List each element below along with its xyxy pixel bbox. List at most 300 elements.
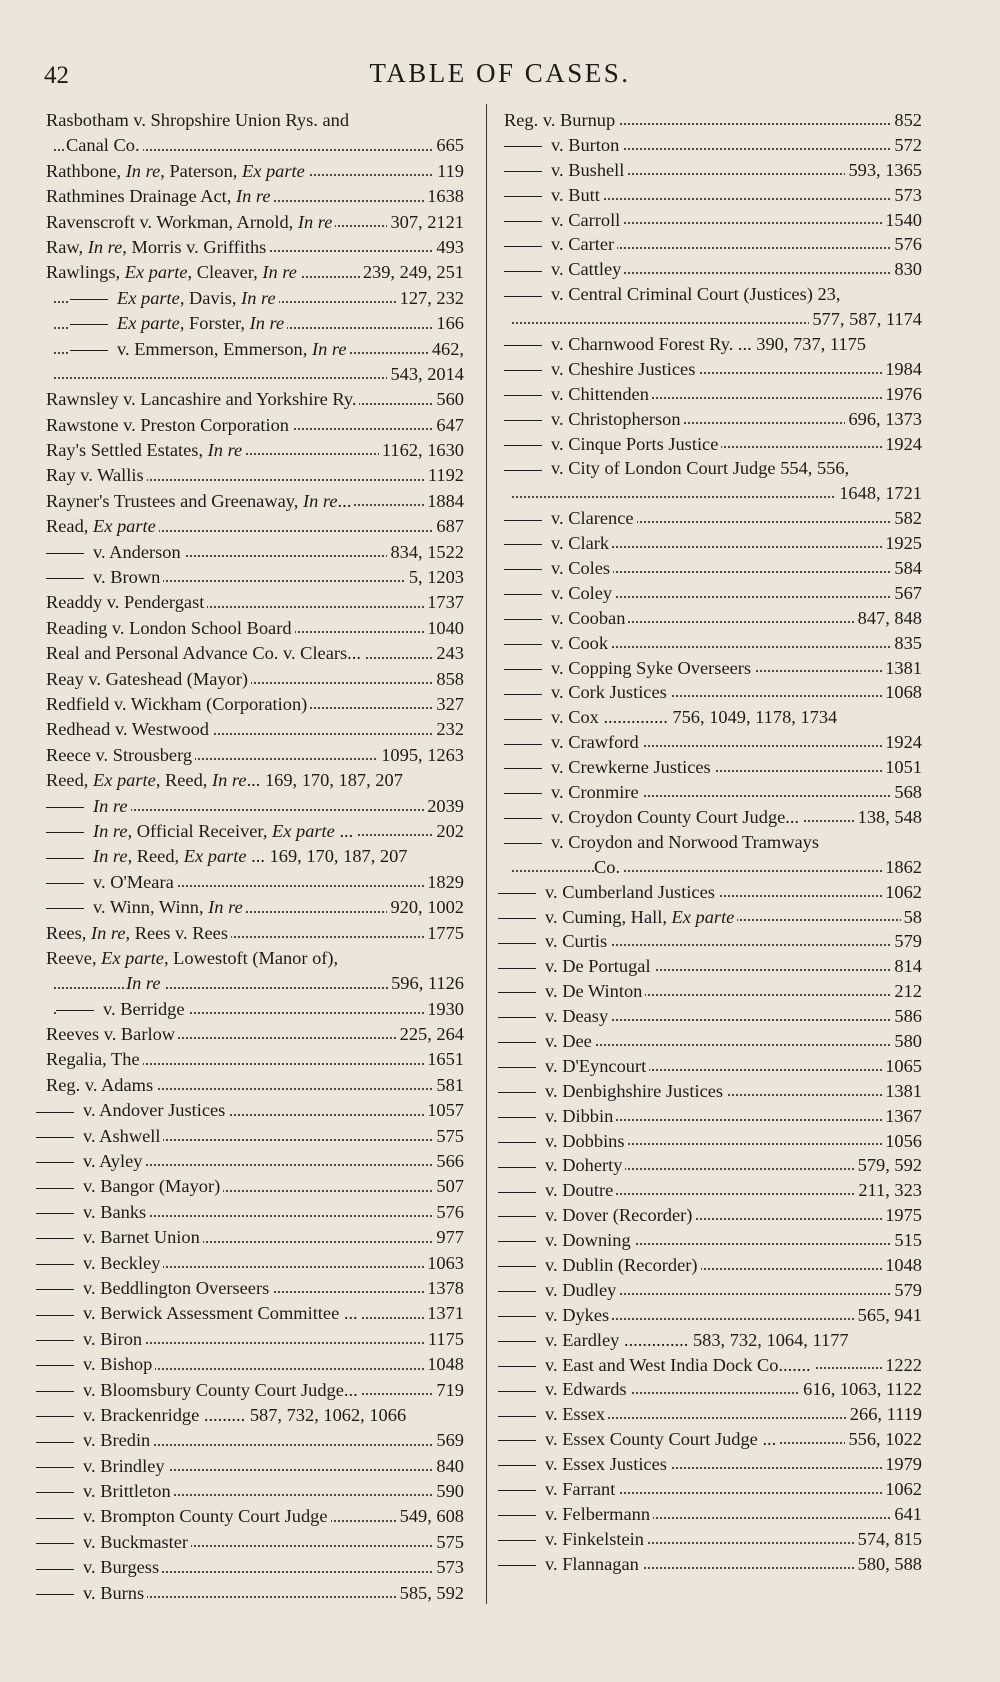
page-references: 493 (433, 235, 464, 260)
case-entry (46, 1073, 464, 1098)
case-entry (504, 1079, 922, 1104)
page-references: 586 (891, 1004, 922, 1029)
ditto-dash (70, 350, 108, 351)
case-entry (504, 183, 922, 208)
page-references: 2039 (424, 794, 464, 819)
case-entry (504, 631, 922, 656)
page-references: 834, 1522 (387, 540, 464, 565)
case-entry (504, 1377, 922, 1402)
case-name: v. O'Meara (46, 870, 177, 895)
case-name: v. Croydon and Norwood Tramways (504, 830, 822, 855)
case-name: Co. (594, 855, 623, 880)
page-references: 1051 (882, 755, 922, 780)
page-references: 138, 548 (855, 805, 922, 830)
case-name: Read, Ex parte (46, 514, 159, 539)
case-name: v. Andover Justices (36, 1098, 228, 1123)
case-name: v. City of London Court Judge 554, 556, (504, 456, 852, 481)
page-references: 575 (433, 1124, 464, 1149)
page-references: 647 (433, 413, 464, 438)
case-entry (504, 531, 922, 556)
ditto-dash (36, 1416, 74, 1417)
ditto-dash (498, 1241, 536, 1242)
page-references: 1984 (882, 357, 922, 382)
case-name: Reay v. Gateshead (Mayor) (46, 667, 251, 692)
case-name: Rawlings, Ex parte, Cleaver, In re (46, 260, 300, 285)
page-references: 696, 1373 (845, 407, 922, 432)
case-entry (46, 768, 464, 793)
page-references: 568 (891, 780, 922, 805)
case-name: In re (126, 971, 164, 996)
ditto-dash (36, 1188, 74, 1189)
case-name: v. Burgess (36, 1555, 162, 1580)
running-title: TABLE OF CASES. (369, 58, 631, 88)
ditto-dash (498, 943, 536, 944)
right-column (504, 108, 922, 1577)
case-entry (46, 159, 464, 184)
page-header (0, 56, 1000, 96)
ditto-dash (498, 1067, 536, 1068)
case-entry (46, 794, 464, 819)
case-name: v. Dobbins (498, 1129, 628, 1154)
case-entry (504, 407, 922, 432)
case-entry (46, 463, 464, 488)
case-name: In re, Official Receiver, Ex parte ... (46, 819, 356, 844)
case-name: v. Biron (36, 1327, 145, 1352)
case-entry (46, 1530, 464, 1555)
case-entry (504, 481, 922, 506)
case-entry (46, 1403, 464, 1428)
case-name: v. Dublin (Recorder) (498, 1253, 701, 1278)
ditto-dash (498, 1465, 536, 1466)
case-name: In re, Reed, Ex parte ... 169, 170, 187, 207 (46, 844, 411, 869)
page-references: 507 (433, 1174, 464, 1199)
case-name: v. Cumberland Justices (498, 880, 718, 905)
page-references: 1884 (424, 489, 464, 514)
case-name: v. Coles (504, 556, 613, 581)
case-entry (504, 1328, 922, 1353)
case-name: v. De Portugal (498, 954, 654, 979)
page-references: 573 (891, 183, 922, 208)
case-name: v. Flannagan (498, 1552, 642, 1577)
case-entry (46, 1327, 464, 1352)
case-entry (46, 1581, 464, 1606)
page-references: 1979 (882, 1452, 922, 1477)
page-references: 1063 (424, 1251, 464, 1276)
case-name: v. Ayley (36, 1149, 145, 1174)
case-entry (504, 880, 922, 905)
case-name: v. Edwards (498, 1377, 630, 1402)
page-references: 1068 (882, 680, 922, 705)
page-references: 566 (433, 1149, 464, 1174)
case-entry (46, 1022, 464, 1047)
case-entry (46, 819, 464, 844)
page-references: 580, 588 (855, 1552, 922, 1577)
ditto-dash (498, 1416, 536, 1417)
case-name: v. Clark (504, 531, 612, 556)
page-references: 202 (433, 819, 464, 844)
case-entry (46, 1301, 464, 1326)
page-references: 543, 2014 (387, 362, 464, 387)
case-entry (504, 1004, 922, 1029)
ditto-dash (498, 1565, 536, 1566)
case-name: v. Beckley (36, 1251, 163, 1276)
page-references: 307, 2121 (387, 210, 464, 235)
case-entry (504, 556, 922, 581)
case-entry (46, 565, 464, 590)
case-name: Reeve, Ex parte, Lowestoft (Manor of), (46, 946, 341, 971)
ditto-dash (498, 1291, 536, 1292)
page-references: 830 (891, 257, 922, 282)
page-references: 572 (891, 133, 922, 158)
ditto-dash (498, 1341, 536, 1342)
case-entry (504, 1452, 922, 1477)
ditto-dash (504, 296, 542, 297)
case-name: v. Dover (Recorder) (498, 1203, 695, 1228)
case-name: v. Beddlington Overseers (36, 1276, 272, 1301)
ditto-dash (504, 843, 542, 844)
ditto-dash (504, 793, 542, 794)
ditto-dash (504, 470, 542, 471)
case-entry (46, 1276, 464, 1301)
case-name: v. Bishop (36, 1352, 155, 1377)
ditto-dash (498, 918, 536, 919)
ditto-dash (504, 345, 542, 346)
page-references: 1175 (425, 1327, 464, 1352)
ditto-dash (36, 1112, 74, 1113)
case-name: v. Bredin (36, 1428, 153, 1453)
page-references: 1162, 1630 (379, 438, 464, 463)
case-entry (504, 830, 922, 855)
page-references: 687 (433, 514, 464, 539)
page-references: 1924 (882, 432, 922, 457)
case-entry (46, 235, 464, 260)
case-name: Reg. v. Burnup (504, 108, 618, 133)
case-name: Reg. v. Adams (46, 1073, 156, 1098)
case-name: v. Crawford (504, 730, 642, 755)
case-entry (46, 641, 464, 666)
case-entry (504, 1427, 922, 1452)
case-entry (46, 692, 464, 717)
case-name: v. De Winton (498, 979, 645, 1004)
page-references: 584 (891, 556, 922, 581)
ditto-dash (36, 1569, 74, 1570)
case-entry (46, 413, 464, 438)
case-name: Ex parte, Davis, In re (70, 286, 279, 311)
ditto-dash (504, 196, 542, 197)
case-entry (504, 730, 922, 755)
page-references: 977 (433, 1225, 464, 1250)
case-name: Ray v. Wallis (46, 463, 147, 488)
case-name: Reading v. London School Board (46, 616, 295, 641)
case-name: Ray's Settled Estates, In re (46, 438, 245, 463)
page-references: 1862 (882, 855, 922, 880)
case-entry (504, 1129, 922, 1154)
ditto-dash (46, 578, 84, 579)
ditto-dash (36, 1391, 74, 1392)
case-name: v. Buckmaster (36, 1530, 191, 1555)
case-name: v. Bushell (504, 158, 627, 183)
page-references: 1975 (882, 1203, 922, 1228)
ditto-dash (504, 694, 542, 695)
case-name: In re (46, 794, 131, 819)
ditto-dash (504, 370, 542, 371)
ditto-dash (498, 1216, 536, 1217)
ditto-dash (36, 1264, 74, 1265)
case-entry (504, 382, 922, 407)
case-entry (504, 1228, 922, 1253)
dot-leader (512, 870, 918, 872)
page-references: 665 (433, 133, 464, 158)
case-name: Ex parte, Forster, In re (70, 311, 287, 336)
ditto-dash (36, 1594, 74, 1595)
case-name: Ravenscroft v. Workman, Arnold, In re (46, 210, 335, 235)
page-references: 58 (901, 905, 922, 930)
case-name: v. Farrant (498, 1477, 618, 1502)
column-divider (486, 104, 487, 1604)
page-references: 1976 (882, 382, 922, 407)
case-entry (46, 184, 464, 209)
ditto-dash (504, 719, 542, 720)
case-name: Redfield v. Wickham (Corporation) (46, 692, 310, 717)
page-references: 574, 815 (855, 1527, 922, 1552)
page-references: 579 (891, 1278, 922, 1303)
page-references: 590 (433, 1479, 464, 1504)
ditto-dash (504, 271, 542, 272)
case-entry (46, 971, 464, 996)
ditto-dash (504, 644, 542, 645)
ditto-dash (504, 146, 542, 147)
page-references: 239, 249, 251 (360, 260, 464, 285)
case-entry (504, 855, 922, 880)
case-entry (46, 438, 464, 463)
page-references: 565, 941 (855, 1303, 922, 1328)
ditto-dash (36, 1315, 74, 1316)
ditto-dash (56, 1010, 94, 1011)
page-references: 1540 (882, 208, 922, 233)
case-entry (46, 210, 464, 235)
case-name: Reed, Ex parte, Reed, In re... 169, 170, 187, 207 (46, 768, 406, 793)
case-entry (504, 432, 922, 457)
case-name: v. Christopherson (504, 407, 684, 432)
page-references: 582 (891, 506, 922, 531)
case-entry (46, 946, 464, 971)
case-entry (504, 905, 922, 930)
case-name: Redhead v. Westwood (46, 717, 212, 742)
case-entry (46, 337, 464, 362)
case-entry (46, 133, 464, 158)
case-entry (46, 1428, 464, 1453)
case-name: Rathmines Drainage Act, In re (46, 184, 274, 209)
case-entry (504, 1029, 922, 1054)
case-name: v. Butt (504, 183, 603, 208)
ditto-dash (36, 1543, 74, 1544)
page-references: 616, 1063, 1122 (800, 1377, 922, 1402)
page-references: 243 (433, 641, 464, 666)
case-entry (504, 1502, 922, 1527)
ditto-dash (498, 1017, 536, 1018)
left-column (46, 108, 464, 1606)
case-name: v. Brown (46, 565, 163, 590)
case-entry (46, 1200, 464, 1225)
case-entry (46, 616, 464, 641)
case-entry (46, 717, 464, 742)
page-references: 1381 (882, 656, 922, 681)
ditto-dash (504, 420, 542, 421)
case-entry (46, 1149, 464, 1174)
case-name: v. Copping Syke Overseers (504, 656, 754, 681)
page-references: 576 (433, 1200, 464, 1225)
case-entry (46, 540, 464, 565)
case-name: v. Felbermann (498, 1502, 653, 1527)
case-entry (504, 780, 922, 805)
case-entry (504, 929, 922, 954)
page-references: 1095, 1263 (378, 743, 464, 768)
page-number: 42 (44, 62, 69, 89)
case-entry (504, 979, 922, 1004)
page-references: 1775 (424, 921, 464, 946)
case-name: v. Dibbin (498, 1104, 616, 1129)
page-references: 579 (891, 929, 922, 954)
page-references: 5, 1203 (406, 565, 464, 590)
case-name: v. Winn, Winn, In re (46, 895, 246, 920)
page-references: 556, 1022 (845, 1427, 922, 1452)
case-entry (504, 1353, 922, 1378)
page-references: 593, 1365 (845, 158, 922, 183)
case-name: v. Brompton County Court Judge (36, 1504, 331, 1529)
case-name: v. Dee (498, 1029, 595, 1054)
ditto-dash (504, 669, 542, 670)
case-entry (46, 1047, 464, 1072)
page-references: 1062 (882, 880, 922, 905)
case-name: Rayner's Trustees and Greenaway, In re... (46, 489, 354, 514)
ditto-dash (36, 1213, 74, 1214)
case-entry (46, 667, 464, 692)
page-references: 266, 1119 (847, 1402, 922, 1427)
ditto-dash (504, 520, 542, 521)
case-entry (504, 1054, 922, 1079)
case-entry (46, 1124, 464, 1149)
page-references: 569 (433, 1428, 464, 1453)
ditto-dash (46, 553, 84, 554)
page-references: 1367 (882, 1104, 922, 1129)
case-name: Rathbone, In re, Paterson, Ex parte (46, 159, 308, 184)
case-entry (46, 590, 464, 615)
case-name: v. Croydon County Court Judge... (504, 805, 802, 830)
page-references: 1048 (882, 1253, 922, 1278)
case-name: v. Central Criminal Court (Justices) 23, (504, 282, 843, 307)
case-name: v. Clarence (504, 506, 637, 531)
page-references: 575 (433, 1530, 464, 1555)
case-entry (46, 895, 464, 920)
case-name: v. Brittleton (36, 1479, 174, 1504)
case-name: v. Cook (504, 631, 611, 656)
case-entry (46, 311, 464, 336)
case-name: v. Chittenden (504, 382, 652, 407)
ditto-dash (498, 1540, 536, 1541)
page-references: 1040 (424, 616, 464, 641)
page-references: 840 (433, 1454, 464, 1479)
case-entry (46, 997, 464, 1022)
case-name: v. D'Eyncourt (498, 1054, 649, 1079)
page-references: 852 (891, 108, 922, 133)
case-entry (504, 1153, 922, 1178)
ditto-dash (504, 768, 542, 769)
case-name: Reece v. Strousberg (46, 743, 195, 768)
case-name: v. Ashwell (36, 1124, 163, 1149)
ditto-dash (46, 883, 84, 884)
case-entry (46, 1504, 464, 1529)
case-name: v. East and West India Dock Co....... (498, 1353, 814, 1378)
ditto-dash (70, 324, 108, 325)
case-entry (504, 606, 922, 631)
ditto-dash (504, 544, 542, 545)
case-name: v. Burns (36, 1581, 147, 1606)
case-entry (46, 108, 464, 133)
page-references: 814 (891, 954, 922, 979)
ditto-dash (46, 908, 84, 909)
case-name: v. Denbighshire Justices (498, 1079, 726, 1104)
page-references: 166 (433, 311, 464, 336)
ditto-dash (36, 1238, 74, 1239)
page-references: 462, (429, 337, 464, 362)
case-name: v. Cheshire Justices (504, 357, 698, 382)
case-name: v. Emmerson, Emmerson, In re (70, 337, 350, 362)
case-entry (504, 1104, 922, 1129)
case-entry (46, 1251, 464, 1276)
ditto-dash (504, 171, 542, 172)
case-name: v. Banks (36, 1200, 149, 1225)
case-name: Rawnsley v. Lancashire and Yorkshire Ry. (46, 387, 359, 412)
page-references: 579, 592 (855, 1153, 922, 1178)
page-references: 232 (433, 717, 464, 742)
ditto-dash (498, 893, 536, 894)
page-references: 127, 232 (397, 286, 464, 311)
page-references: 211, 323 (855, 1178, 922, 1203)
ditto-dash (504, 246, 542, 247)
case-entry (504, 680, 922, 705)
page-references: 1222 (882, 1353, 922, 1378)
case-name: v. Eardley .............. 583, 732, 1064, 1177 (498, 1328, 852, 1353)
case-entry (46, 1479, 464, 1504)
ditto-dash (36, 1442, 74, 1443)
case-name: v. Essex County Court Judge ... (498, 1427, 779, 1452)
case-entry (504, 257, 922, 282)
ditto-dash (498, 1490, 536, 1491)
page-references: 1930 (424, 997, 464, 1022)
page-references: 580 (891, 1029, 922, 1054)
page-references: 1638 (424, 184, 464, 209)
case-name: v. Cork Justices (504, 680, 670, 705)
case-entry (46, 286, 464, 311)
ditto-dash (498, 1142, 536, 1143)
case-name: v. Deasy (498, 1004, 611, 1029)
case-entry (504, 1477, 922, 1502)
page-references: 1062 (882, 1477, 922, 1502)
case-name: v. Cinque Ports Justice (504, 432, 721, 457)
page-references: 576 (891, 232, 922, 257)
case-entry (504, 456, 922, 481)
case-entry (504, 357, 922, 382)
case-name: v. Crewkerne Justices (504, 755, 714, 780)
case-name: Rees, In re, Rees v. Rees (46, 921, 231, 946)
case-entry (46, 1174, 464, 1199)
ditto-dash (498, 992, 536, 993)
case-entry (46, 1225, 464, 1250)
case-entry (46, 387, 464, 412)
page-references: 1829 (424, 870, 464, 895)
case-entry (504, 1278, 922, 1303)
case-name: v. Doutre (498, 1178, 616, 1203)
